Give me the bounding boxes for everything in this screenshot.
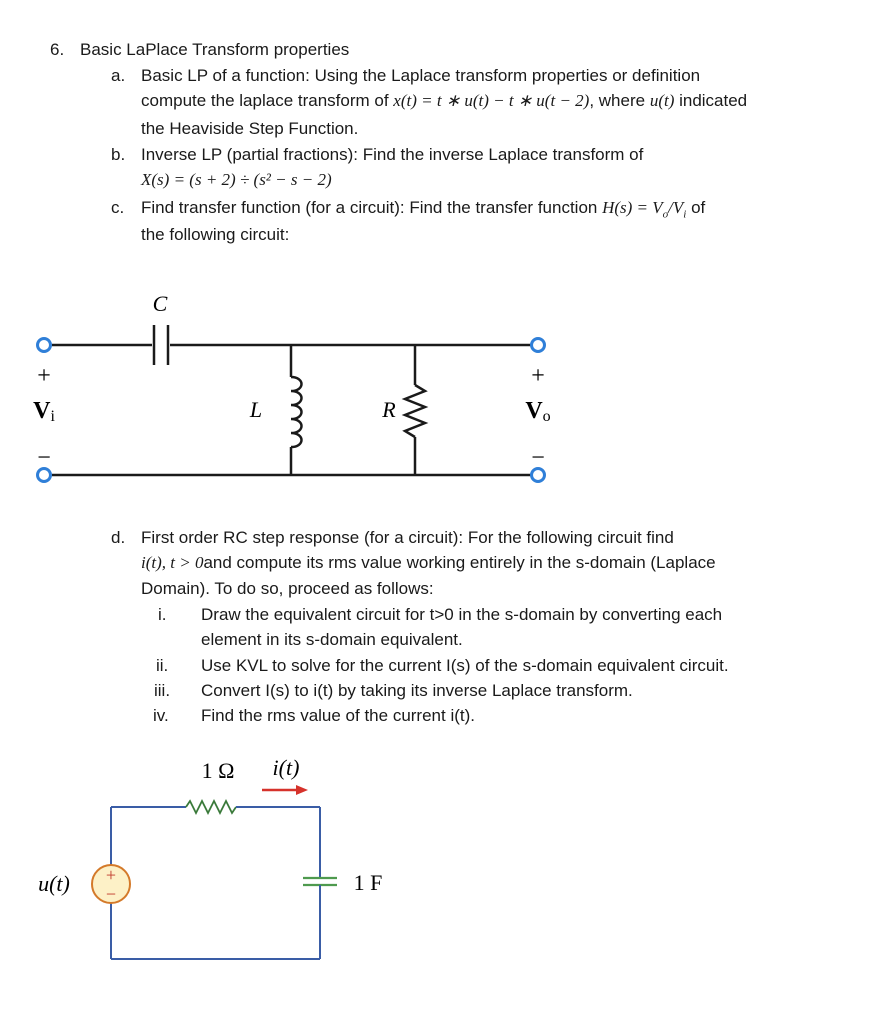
capacitor-label: C — [152, 291, 168, 316]
current-arrow-head — [296, 785, 308, 795]
output-plus: + — [531, 363, 545, 389]
inductor-label: L — [249, 397, 263, 422]
input-terminal-top — [38, 339, 51, 352]
part-a-equation: x(t) = t ∗ u(t) − t ∗ u(t − 2) — [393, 91, 590, 110]
question-title: Basic LaPlace Transform properties — [80, 40, 350, 59]
source-minus: − — [105, 884, 117, 904]
part-b-marker: b. — [111, 145, 126, 164]
output-terminal-top — [532, 339, 545, 352]
part-d-line3: Domain). To do so, proceed as follows: — [141, 579, 434, 598]
capacitor-value-label: 1 F — [353, 870, 383, 895]
part-a-line3: the Heaviside Step Function. — [141, 119, 359, 138]
part-a-line2-suffix: indicated — [674, 91, 748, 110]
part-d-marker: d. — [111, 528, 126, 547]
part-b-line1: Inverse LP (partial fractions): Find the inverse Laplace transform of — [141, 145, 644, 164]
part-c-line1-prefix: Find transfer function (for a circuit): Find the transfer function — [141, 198, 603, 217]
source-label: u(t) — [38, 871, 70, 896]
part-d-line2-suffix: and compute its rms value working entirely in the s-domain (Laplace — [203, 553, 716, 572]
part-a-line2-mid: , where — [589, 91, 650, 110]
resistor-zigzag — [405, 385, 425, 437]
part-a-line2 — [141, 91, 747, 111]
source-plus: + — [105, 865, 117, 885]
input-plus: + — [37, 363, 51, 389]
question-number: 6. — [50, 40, 65, 59]
input-voltage-label: Vi — [33, 398, 55, 425]
resistor-label: R — [382, 397, 396, 422]
step-marker-3: iii. — [154, 681, 171, 700]
step-text-3: Convert I(s) to i(t) by taking its inverse Laplace transform. — [201, 681, 633, 700]
part-c-marker: c. — [111, 198, 125, 217]
step-text-4: Find the rms value of the current i(t). — [201, 706, 475, 725]
step-marker-4: iv. — [153, 706, 169, 725]
part-d-line2 — [141, 553, 716, 573]
part-c-line1 — [141, 198, 705, 224]
part-a-marker: a. — [111, 66, 126, 85]
resistor-1ohm — [186, 801, 236, 813]
part-b-equation: X(s) = (s + 2) ÷ (s² − s − 2) — [141, 170, 332, 189]
resistor-value-label: 1 Ω — [201, 758, 235, 783]
part-a-ut: u(t) — [649, 91, 675, 110]
part-c-line2: the following circuit: — [141, 225, 290, 244]
part-c-equation: $H(s) = V_o/V_i$ — [602, 198, 687, 221]
part-a-line1: Basic LP of a function: Using the Laplace transform properties or definition — [141, 66, 701, 85]
part-d-condition: i(t), t > 0 — [141, 553, 204, 572]
circuit-lc-r — [0, 285, 883, 500]
input-minus: − — [37, 445, 51, 471]
output-voltage-label: Vo — [525, 398, 551, 425]
part-a-line2-prefix: compute the laplace transform of — [141, 91, 394, 110]
part-c-line1-suffix: of — [686, 198, 706, 217]
step-marker-2: ii. — [156, 656, 169, 675]
output-minus: − — [531, 445, 545, 471]
circuit-rc-step — [0, 745, 883, 970]
step-marker-1: i. — [158, 605, 167, 624]
part-d-line1: First order RC step response (for a circuit): For the following circuit find — [141, 528, 674, 547]
step-text-1: Draw the equivalent circuit for t>0 in the s-domain by converting each — [201, 605, 723, 624]
step-text-2: Use KVL to solve for the current I(s) of the s-domain equivalent circuit. — [201, 656, 729, 675]
inductor-coil — [291, 377, 302, 447]
step-text-1b: element in its s-domain equivalent. — [201, 630, 463, 649]
current-label: i(t) — [272, 755, 300, 780]
